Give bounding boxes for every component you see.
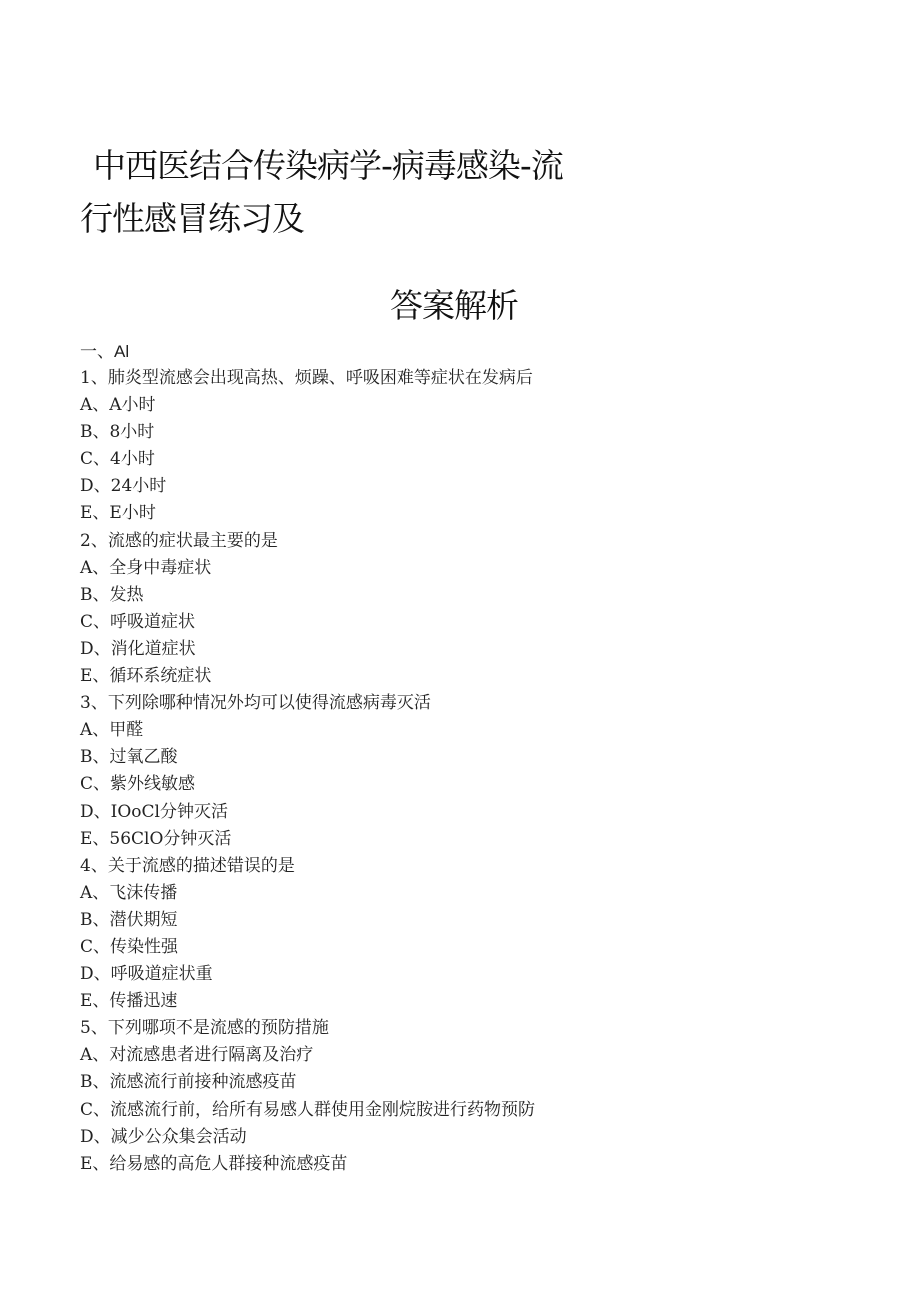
document-title-line-2: 行性感冒练习及	[80, 199, 304, 238]
question-stem: 4、关于流感的描述错误的是	[80, 855, 295, 876]
answer-option: D、消化道症状	[80, 638, 196, 659]
answer-option: C、4小时	[80, 449, 155, 470]
answer-option: B、8小时	[80, 422, 155, 443]
question-stem: 3、下列除哪种情况外均可以使得流感病毒灭活	[80, 693, 431, 714]
answer-option: B、流感流行前接种流感疫苗	[80, 1072, 297, 1093]
document-subtitle: 答案解析	[390, 286, 518, 325]
answer-option: E、E小时	[80, 503, 156, 524]
answer-option: A、对流感患者进行隔离及治疗	[80, 1045, 314, 1066]
question-stem: 5、下列哪项不是流感的预防措施	[80, 1018, 329, 1039]
answer-option: A、飞沫传播	[80, 882, 178, 903]
answer-option: E、传播迅速	[80, 991, 178, 1012]
answer-option: E、56ClO分钟灭活	[80, 828, 232, 849]
question-list	[80, 338, 860, 1178]
section-heading: 一、Al	[80, 342, 130, 361]
answer-option: B、过氧乙酸	[80, 747, 178, 768]
answer-option: C、呼吸道症状	[80, 611, 196, 632]
answer-option: A、全身中毒症状	[80, 557, 212, 578]
answer-option: D、IOoCl分钟灭活	[80, 801, 228, 822]
answer-option: B、潜伏期短	[80, 909, 178, 930]
document-title-line-1: 中西医结合传染病学-病毒感染-流	[93, 146, 563, 185]
question-stem: 1、肺炎型流感会出现高热、烦躁、呼吸困难等症状在发病后	[80, 368, 533, 388]
answer-option: A、甲醛	[80, 720, 144, 741]
answer-option: E、循环系统症状	[80, 666, 212, 687]
answer-option: C、传染性强	[80, 936, 179, 957]
answer-option: E、给易感的高危人群接种流感疫苗	[80, 1153, 348, 1174]
answer-option: C、流感流行前，给所有易感人群使用金刚烷胺进行药物预防	[80, 1099, 536, 1120]
question-stem: 2、流感的症状最主要的是	[80, 530, 278, 551]
answer-option: B、发热	[80, 584, 144, 605]
answer-option: D、24小时	[80, 476, 167, 497]
answer-option: A、A小时	[80, 395, 156, 416]
answer-option: C、紫外线敏感	[80, 774, 196, 795]
answer-option: D、呼吸道症状重	[80, 964, 213, 985]
answer-option: D、减少公众集会活动	[80, 1126, 247, 1147]
